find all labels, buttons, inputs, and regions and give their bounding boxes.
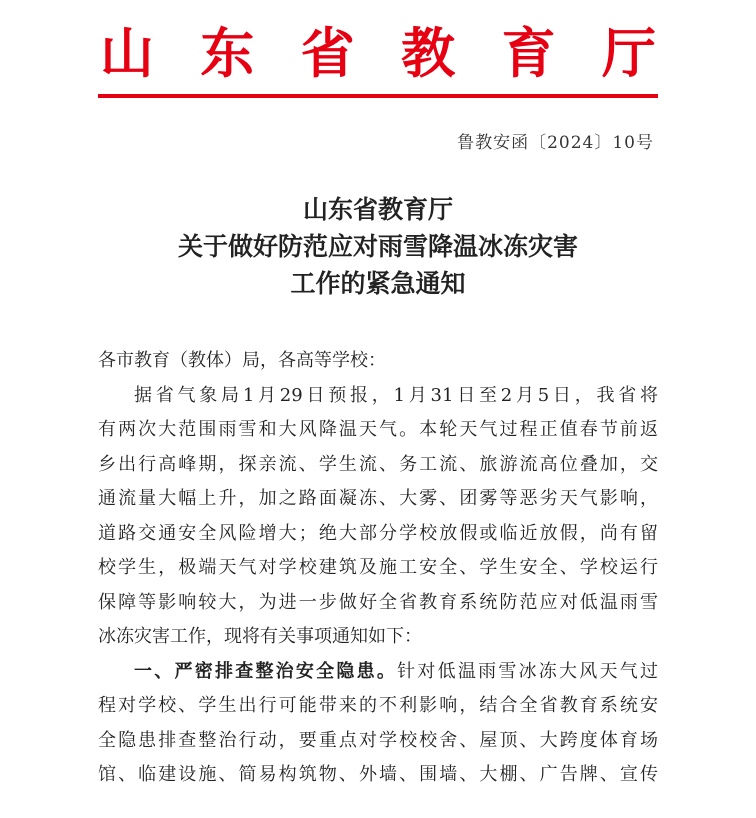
document-title: [0, 191, 756, 302]
masthead-char: 厅: [601, 21, 656, 85]
paragraph-line: 程对学校、学生出行可能带来的不利影响，结合全省教育系统安: [98, 695, 658, 716]
masthead-char: 教: [401, 21, 456, 85]
section-1-text: 针对低温雨雪冰冻大风天气过: [397, 660, 658, 682]
paragraph-line: 乡出行高峰期，探亲流、学生流、务工流、旅游流高位叠加，交: [98, 453, 658, 475]
paragraph-line: 馆、临建设施、简易构筑物、外墙、围墙、大棚、广告牌、宣传: [98, 764, 658, 785]
title-line: 关于做好防范应对雨雪降温冰冻灾害: [177, 232, 578, 261]
paragraph-line: 全隐患排查整治行动，要重点对学校校舍、屋顶、大跨度体育场: [98, 729, 658, 751]
section-1-heading: 一、严密排查整治安全隐患。: [134, 660, 398, 682]
title-line: 山东省教育厅: [302, 195, 453, 224]
issuer-masthead: [100, 22, 656, 84]
document-body: [98, 344, 658, 793]
title-line: 工作的紧急通知: [290, 269, 466, 298]
paragraph-line: 冰冻灾害工作，现将有关事项通知如下：: [98, 626, 422, 647]
masthead-char: 山: [100, 21, 154, 85]
paragraph-line: 道路交通安全风险增大；绝大部分学校放假或临近放假，尚有留: [98, 522, 658, 544]
masthead-char: 省: [300, 21, 355, 85]
paragraph-line: 保障等影响较大，为进一步做好全省教育系统防范应对低温雨雪: [98, 591, 658, 613]
masthead-char: 育: [501, 21, 556, 85]
masthead-red-rule: [98, 94, 658, 98]
paragraph-line: 有两次大范围雨雪和大风降温天气。本轮天气过程正值春节前返: [98, 419, 658, 440]
paragraph-line: 通流量大幅上升，加之路面凝冻、大雾、团雾等恶劣天气影响，: [98, 488, 658, 509]
paragraph-line: 校学生，极端天气对学校建筑及施工安全、学生安全、学校运行: [98, 557, 658, 578]
paragraph-line: 据省气象局1月29日预报，1月31日至2月5日，我省将: [134, 384, 658, 406]
section-1-first-line: [98, 655, 658, 690]
document-number: 鲁教安函〔2024〕10号: [457, 133, 654, 153]
masthead-char: 东: [200, 21, 255, 85]
salutation: 各市教育（教体）局，各高等学校：: [98, 350, 386, 371]
